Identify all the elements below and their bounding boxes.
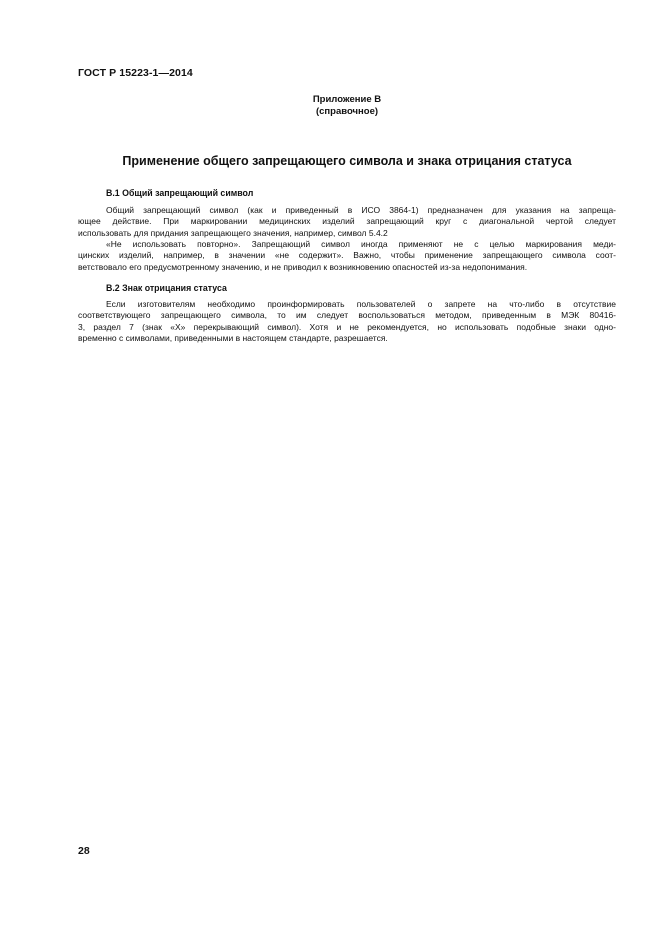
text-line: временно с символами, приведенными в настоящем стандарте, разрешается. (78, 333, 388, 344)
text-line: «Не использовать повторно». Запрещающий символ иногда применяют не с целью маркирования меди- (106, 239, 616, 249)
page-title: Применение общего запрещающего символа и знака отрицания статуса (122, 154, 572, 168)
page-number: 28 (78, 845, 90, 857)
text-line: цинских изделий, например, в значении «не содержит». Важно, чтобы применение запрещающего символа соот- (78, 250, 616, 261)
text-line: использовать для придания запрещающего значения, например, символ 5.4.2 (78, 227, 388, 238)
appendix-type: (справочное) (315, 106, 379, 117)
text-line: соответствующего запрещающего символа, то им следует воспользоваться методом, приведенным в МЭК 80416- (78, 310, 616, 321)
standard-code-header: ГОСТ Р 15223-1—2014 (78, 67, 193, 79)
paragraph-b1-1 (78, 205, 616, 239)
text-line: ветствовало его предусмотренному значению, и не приводил к возникновению опасностей из-за недопонимания. (78, 261, 528, 272)
paragraph-b1-2 (78, 239, 616, 273)
appendix-heading (78, 94, 616, 118)
paragraph-b2-1 (78, 299, 616, 345)
appendix-title: Приложение В (312, 94, 382, 105)
text-line: Если изготовителям необходимо проинформировать пользователей о запрете на что-либо в отсутствие (106, 299, 616, 309)
text-line: 3, раздел 7 (знак «X» перекрывающий символ). Хотя и не рекомендуется, но использовать подобные знаки одно- (78, 321, 616, 332)
text-line: Общий запрещающий символ (как и приведенный в ИСО 3864-1) предназначен для указания на запреща- (106, 205, 616, 215)
section-heading-b1: В.1 Общий запрещающий символ (106, 188, 254, 198)
text-line: ющее действие. При маркировании медицинских изделий запрещающий круг с диагональной чертой следует (78, 216, 616, 227)
section-heading-b2: В.2 Знак отрицания статуса (106, 283, 227, 293)
